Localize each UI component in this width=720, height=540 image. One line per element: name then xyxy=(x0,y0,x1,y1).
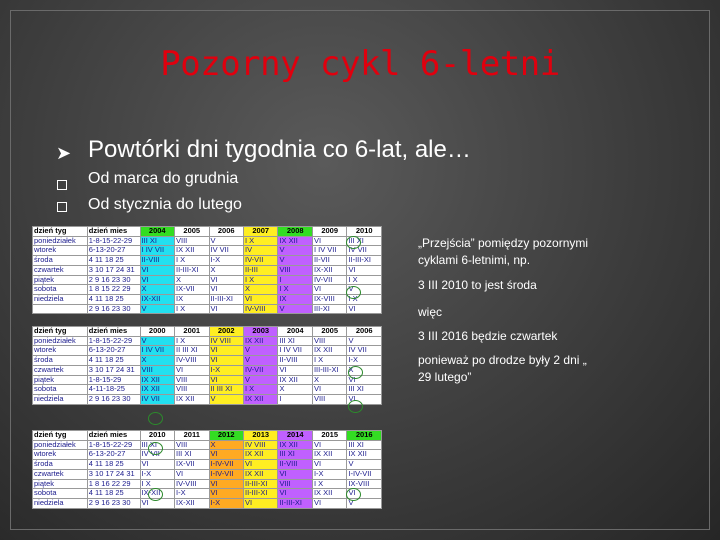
column-header-cell: dzień tyg xyxy=(33,227,88,237)
month-cell: VI xyxy=(209,375,243,385)
table-row xyxy=(33,265,382,275)
dates-cell: 4-11-18-25 xyxy=(87,385,140,395)
month-cell: VIII xyxy=(175,375,209,385)
table-row xyxy=(33,304,382,314)
month-cell: IX XII xyxy=(175,394,209,404)
month-cell: IV-VIII xyxy=(243,304,277,314)
checkbox-bullet-icon xyxy=(57,202,67,212)
month-cell: I X xyxy=(175,256,209,266)
month-cell: V xyxy=(347,460,382,470)
dates-cell: 1 8 15 22 29 xyxy=(87,285,140,295)
note-transitions: „Przejścia” pomiędzy pozornymi cyklami 6-letnimi, np. xyxy=(418,236,589,267)
table-row xyxy=(33,394,382,404)
month-cell: VI xyxy=(243,498,277,508)
month-cell: II-III xyxy=(243,265,277,275)
month-cell: II-III-XI xyxy=(243,479,277,489)
month-cell: X xyxy=(347,365,382,375)
month-cell: I X xyxy=(243,385,277,395)
month-cell: VI xyxy=(347,489,382,499)
weekday-cell: sobota xyxy=(33,285,88,295)
month-cell: X xyxy=(243,285,277,295)
year-header-cell: 2007 xyxy=(243,227,277,237)
weekday-cell: niedziela xyxy=(33,294,88,304)
month-cell: I X xyxy=(243,236,277,246)
dates-cell: 4 11 18 25 xyxy=(87,489,140,499)
dates-cell: 4 11 18 25 xyxy=(87,294,140,304)
weekday-cell: poniedziałek xyxy=(33,440,88,450)
month-cell: V xyxy=(209,394,243,404)
month-cell: III XI xyxy=(140,236,174,246)
month-cell: I-X xyxy=(175,489,209,499)
dates-cell: 2 9 16 23 30 xyxy=(87,394,140,404)
month-cell: I X xyxy=(243,275,277,285)
month-cell: II-III-XI xyxy=(175,265,209,275)
month-cell: VI xyxy=(243,460,277,470)
month-cell: III XI xyxy=(347,440,382,450)
month-cell: IX XII xyxy=(347,450,382,460)
month-cell: VI xyxy=(347,265,382,275)
month-cell: VI xyxy=(278,469,312,479)
month-cell: IV VII xyxy=(209,246,243,256)
month-cell: X xyxy=(278,385,312,395)
month-cell: I X xyxy=(175,304,209,314)
month-cell: II III XI xyxy=(209,385,243,395)
month-cell: VIII xyxy=(312,336,346,346)
month-cell: III XI xyxy=(175,450,209,460)
month-cell: IV VII xyxy=(347,346,382,356)
month-cell: II-III-XI xyxy=(243,489,277,499)
year-header-cell: 2011 xyxy=(175,431,209,441)
month-cell: VI xyxy=(312,440,346,450)
month-cell: V xyxy=(347,285,382,295)
table-row xyxy=(33,498,382,508)
table-row xyxy=(33,346,382,356)
month-cell: VI xyxy=(243,294,277,304)
month-cell: II-III-XI xyxy=(278,498,312,508)
month-cell: I X xyxy=(312,479,346,489)
month-cell: IX XII xyxy=(278,375,312,385)
calendar-table-2000-2006 xyxy=(32,326,382,405)
month-cell: I-IV-VII xyxy=(209,469,243,479)
month-cell: I X xyxy=(140,479,174,489)
weekday-cell: czwartek xyxy=(33,265,88,275)
month-cell: IX XII xyxy=(243,450,277,460)
dates-cell: 3 10 17 24 31 xyxy=(87,469,140,479)
highlight-circle xyxy=(346,236,361,249)
month-cell: II-VII xyxy=(312,256,346,266)
month-cell: IX XII xyxy=(312,489,346,499)
month-cell: III-III-XI xyxy=(312,365,346,375)
month-cell: VI xyxy=(278,365,312,375)
year-header-cell: 2006 xyxy=(209,227,243,237)
column-header-cell: dzień tyg xyxy=(33,327,88,337)
weekday-cell: środa xyxy=(33,460,88,470)
table-row xyxy=(33,479,382,489)
month-cell: VI xyxy=(312,285,346,295)
month-cell: IX-XII xyxy=(175,498,209,508)
table-row xyxy=(33,294,382,304)
month-cell: II-III-XI xyxy=(209,294,243,304)
note-example-2016: 3 III 2016 będzie czwartek xyxy=(418,329,558,343)
dates-cell: 3 10 17 24 31 xyxy=(87,365,140,375)
month-cell: III-XI xyxy=(312,304,346,314)
dates-cell: 1-8-15-29 xyxy=(87,375,140,385)
highlight-circle xyxy=(348,400,363,413)
month-cell: VI xyxy=(209,356,243,366)
month-cell: I-X xyxy=(209,365,243,375)
table-row xyxy=(33,450,382,460)
month-cell: VI xyxy=(209,450,243,460)
month-cell: IV-VII xyxy=(243,365,277,375)
dates-cell: 6-13-20-27 xyxy=(87,346,140,356)
year-header-cell: 2000 xyxy=(140,327,174,337)
month-cell: IV VIII xyxy=(209,336,243,346)
weekday-cell: sobota xyxy=(33,385,88,395)
weekday-cell: czwartek xyxy=(33,469,88,479)
month-cell: II-VIII xyxy=(278,460,312,470)
table-row xyxy=(33,236,382,246)
weekday-cell: niedziela xyxy=(33,498,88,508)
month-cell: VI xyxy=(140,275,174,285)
month-cell: III XI xyxy=(347,236,382,246)
bullet-march-december: Od marca do grudnia xyxy=(88,170,239,187)
table-row xyxy=(33,489,382,499)
weekday-cell: środa xyxy=(33,356,88,366)
month-cell: III XI xyxy=(278,450,312,460)
month-cell: III XI xyxy=(347,385,382,395)
highlight-circle xyxy=(148,412,163,425)
month-cell: I X xyxy=(278,285,312,295)
month-cell: IX-XII xyxy=(140,489,174,499)
column-header-cell: dzień mies xyxy=(87,227,140,237)
month-cell: IV VIII xyxy=(243,440,277,450)
month-cell: IX XII xyxy=(312,346,346,356)
dates-cell: 1-8-15-22-29 xyxy=(87,336,140,346)
month-cell: VI xyxy=(140,265,174,275)
year-header-cell: 2005 xyxy=(175,227,209,237)
dates-cell: 3 10 17 24 31 xyxy=(87,265,140,275)
table-row xyxy=(33,256,382,266)
weekday-cell: wtorek xyxy=(33,246,88,256)
month-cell: IV-VIII xyxy=(175,479,209,489)
month-cell: VI xyxy=(140,460,174,470)
month-cell: IX XII xyxy=(278,440,312,450)
weekday-cell: sobota xyxy=(33,489,88,499)
highlight-circle xyxy=(346,488,361,501)
dates-cell: 2 9 16 23 30 xyxy=(87,498,140,508)
month-cell: IX XII xyxy=(140,385,174,395)
table-row xyxy=(33,460,382,470)
month-cell: V xyxy=(243,375,277,385)
dates-cell: 2 9 16 23 30 xyxy=(87,275,140,285)
month-cell: IV-VIII xyxy=(175,356,209,366)
weekday-cell: poniedziałek xyxy=(33,336,88,346)
dates-cell: 6-13-20-27 xyxy=(87,450,140,460)
month-cell: I-IV-VII xyxy=(209,460,243,470)
month-cell: I xyxy=(278,275,312,285)
year-header-cell: 2012 xyxy=(209,431,243,441)
slide-title: Pozorny cykl 6-letni xyxy=(160,44,560,84)
month-cell: III XI xyxy=(278,336,312,346)
month-cell: IX xyxy=(278,294,312,304)
month-cell: I IV VII xyxy=(312,246,346,256)
month-cell: IV-VII xyxy=(312,275,346,285)
month-cell: VI xyxy=(209,346,243,356)
month-cell: I IV VII xyxy=(140,246,174,256)
month-cell: X xyxy=(312,375,346,385)
month-cell: II III XI xyxy=(175,346,209,356)
month-cell: IX xyxy=(175,294,209,304)
table-row xyxy=(33,285,382,295)
month-cell: VIII xyxy=(278,479,312,489)
year-header-cell: 2014 xyxy=(278,431,312,441)
month-cell: I X xyxy=(175,336,209,346)
month-cell: IX-VIII xyxy=(312,294,346,304)
month-cell: VI xyxy=(347,394,382,404)
month-cell: I xyxy=(278,394,312,404)
dates-cell: 4 11 18 25 xyxy=(87,356,140,366)
month-cell: VI xyxy=(175,469,209,479)
weekday-cell: wtorek xyxy=(33,346,88,356)
month-cell: VIII xyxy=(175,236,209,246)
table-row xyxy=(33,375,382,385)
month-cell: IX-XII xyxy=(140,294,174,304)
table-row xyxy=(33,469,382,479)
year-header-cell: 2015 xyxy=(312,431,346,441)
month-cell: VI xyxy=(140,498,174,508)
weekday-cell: poniedziałek xyxy=(33,236,88,246)
month-cell: X xyxy=(209,265,243,275)
highlight-circle xyxy=(148,488,163,501)
month-cell: V xyxy=(140,336,174,346)
calendar-table-2004-2010 xyxy=(32,226,382,314)
weekday-cell: czwartek xyxy=(33,365,88,375)
column-header-cell: dzień tyg xyxy=(33,431,88,441)
month-cell: I-X xyxy=(209,498,243,508)
month-cell: V xyxy=(347,336,382,346)
month-cell: I IV VII xyxy=(278,346,312,356)
month-cell: VI xyxy=(175,365,209,375)
month-cell: IX XII xyxy=(243,469,277,479)
month-cell: IX-VIII xyxy=(347,479,382,489)
year-header-cell: 2003 xyxy=(243,327,277,337)
weekday-cell: wtorek xyxy=(33,450,88,460)
weekday-cell: niedziela xyxy=(33,394,88,404)
year-header-cell: 2001 xyxy=(175,327,209,337)
month-cell: VIII xyxy=(140,365,174,375)
month-cell: IV VII xyxy=(140,394,174,404)
month-cell: VIII xyxy=(175,440,209,450)
dates-cell: 4 11 18 25 xyxy=(87,460,140,470)
weekday-cell xyxy=(33,304,88,314)
month-cell: VI xyxy=(312,498,346,508)
bullet-january-february: Od stycznia do lutego xyxy=(88,196,242,213)
month-cell: III XI xyxy=(140,440,174,450)
month-cell: VI xyxy=(312,385,346,395)
dates-cell: 6-13-20-27 xyxy=(87,246,140,256)
month-cell: IX-XII xyxy=(312,265,346,275)
year-header-cell: 2010 xyxy=(140,431,174,441)
table-header-row xyxy=(33,227,382,237)
month-cell: II-III-XI xyxy=(347,256,382,266)
year-header-cell: 2002 xyxy=(209,327,243,337)
month-cell: I-X xyxy=(209,256,243,266)
month-cell: V xyxy=(347,498,382,508)
month-cell: V xyxy=(243,346,277,356)
dates-cell: 1-8-15-22-29 xyxy=(87,236,140,246)
month-cell: X xyxy=(209,440,243,450)
month-cell: I-IV-VII xyxy=(347,469,382,479)
month-cell: V xyxy=(278,246,312,256)
year-header-cell: 2004 xyxy=(278,327,312,337)
column-header-cell: dzień mies xyxy=(87,327,140,337)
month-cell: IV VII xyxy=(347,246,382,256)
year-header-cell: 2013 xyxy=(243,431,277,441)
note-therefore: więc xyxy=(418,305,443,319)
note-leap-days: ponieważ po drodze były 2 dni „ 29 lutego” xyxy=(418,353,587,384)
calendar-table-2010-2016 xyxy=(32,430,382,509)
month-cell: IV-VII xyxy=(243,256,277,266)
dates-cell: 4 11 18 25 xyxy=(87,256,140,266)
highlight-circle xyxy=(348,366,363,379)
table-header-row xyxy=(33,327,382,337)
year-header-cell: 2006 xyxy=(347,327,382,337)
month-cell: V xyxy=(278,304,312,314)
weekday-cell: piątek xyxy=(33,275,88,285)
bullet-main: Powtórki dni tygodnia co 6-lat, ale… xyxy=(88,136,471,163)
month-cell: V xyxy=(243,356,277,366)
month-cell: I IV VII xyxy=(140,346,174,356)
month-cell: I-X xyxy=(140,469,174,479)
month-cell: I X xyxy=(347,275,382,285)
month-cell: VIII xyxy=(278,265,312,275)
year-header-cell: 2004 xyxy=(140,227,174,237)
month-cell: V xyxy=(278,256,312,266)
month-cell: IX XII xyxy=(312,450,346,460)
month-cell: IX XII xyxy=(175,246,209,256)
table-row xyxy=(33,365,382,375)
month-cell: VI xyxy=(209,489,243,499)
month-cell: VI xyxy=(209,304,243,314)
table-header-row xyxy=(33,431,382,441)
year-header-cell: 2008 xyxy=(278,227,312,237)
table-row xyxy=(33,385,382,395)
month-cell: I-X xyxy=(347,356,382,366)
checkbox-bullet-icon xyxy=(57,180,67,190)
month-cell: X xyxy=(175,275,209,285)
year-header-cell: 2016 xyxy=(347,431,382,441)
month-cell: I X xyxy=(347,294,382,304)
month-cell: V xyxy=(209,236,243,246)
month-cell: VI xyxy=(312,460,346,470)
table-row xyxy=(33,275,382,285)
table-row xyxy=(33,336,382,346)
month-cell: VI xyxy=(347,375,382,385)
table-row xyxy=(33,356,382,366)
highlight-circle xyxy=(346,286,361,299)
weekday-cell: piątek xyxy=(33,479,88,489)
month-cell: VI xyxy=(312,236,346,246)
dates-cell: 2 9 16 23 30 xyxy=(87,304,140,314)
month-cell: IX XII xyxy=(140,375,174,385)
month-cell: VI xyxy=(209,285,243,295)
month-cell: IV VII xyxy=(140,450,174,460)
month-cell: V xyxy=(140,304,174,314)
month-cell: VIII xyxy=(312,394,346,404)
month-cell: IX-VII xyxy=(175,285,209,295)
month-cell: I-X xyxy=(312,469,346,479)
month-cell: II-VIII xyxy=(140,256,174,266)
dates-cell: 1-8-15-22-29 xyxy=(87,440,140,450)
month-cell: II-VIII xyxy=(278,356,312,366)
month-cell: IV xyxy=(243,246,277,256)
table-row xyxy=(33,440,382,450)
month-cell: IX XII xyxy=(243,336,277,346)
column-header-cell: dzień mies xyxy=(87,431,140,441)
month-cell: VIII xyxy=(175,385,209,395)
month-cell: IX XII xyxy=(243,394,277,404)
month-cell: VI xyxy=(209,275,243,285)
month-cell: IX XII xyxy=(278,236,312,246)
year-header-cell: 2010 xyxy=(347,227,382,237)
month-cell: I X xyxy=(312,356,346,366)
weekday-cell: środa xyxy=(33,256,88,266)
month-cell: VI xyxy=(209,479,243,489)
month-cell: VI xyxy=(347,304,382,314)
arrow-bullet-icon: ➤ xyxy=(56,143,72,163)
note-example-2010: 3 III 2010 to jest środa xyxy=(418,278,537,292)
highlight-circle xyxy=(148,442,163,455)
table-row xyxy=(33,246,382,256)
month-cell: X xyxy=(140,285,174,295)
weekday-cell: piątek xyxy=(33,375,88,385)
month-cell: X xyxy=(140,356,174,366)
year-header-cell: 2009 xyxy=(312,227,346,237)
month-cell: IX-VII xyxy=(175,460,209,470)
dates-cell: 1 8 16 22 29 xyxy=(87,479,140,489)
month-cell: VI xyxy=(278,489,312,499)
year-header-cell: 2005 xyxy=(312,327,346,337)
